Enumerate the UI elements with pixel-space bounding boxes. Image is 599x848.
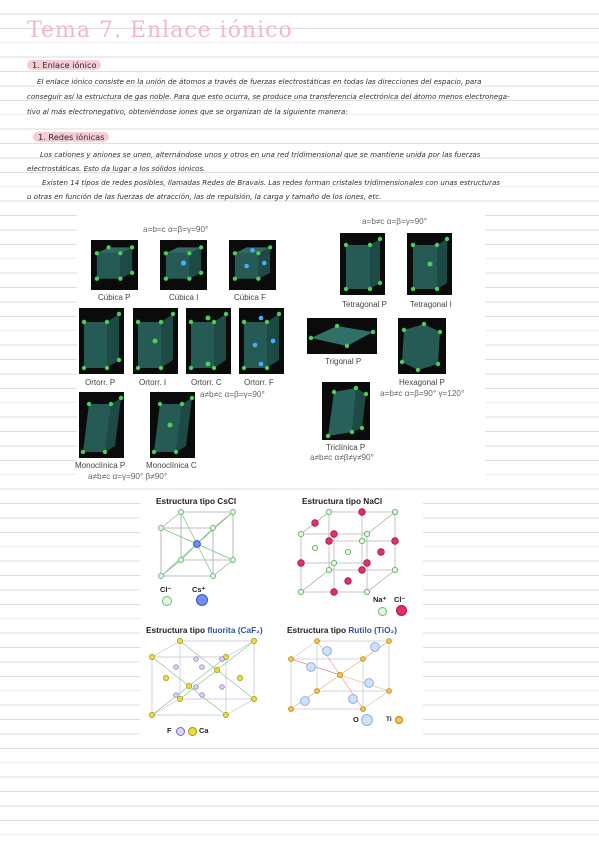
section2-line-3: Existen 14 tipos de redes posibles, llamadas Redes de Bravais. Las redes forman cristales tridimensionales con unas estructuras [42,178,501,187]
tetragonal-p-cell [340,233,385,295]
orthorhombic-params: a≠b≠c α=β=γ=90° [200,390,265,399]
rutilo-legend-ion1: O [353,715,359,724]
fluorita-legend-f-dot [176,727,185,736]
rutilo-lattice [285,637,395,713]
fluorita-lattice [146,637,261,719]
ortorr-i-cell [133,308,178,374]
cubica-i-cell [160,240,207,290]
fluorita-legend-ion2: Ca [199,726,209,735]
rutilo-legend-ion2: Ti [386,716,392,723]
cscl-title: Estructura tipo CsCl [156,496,237,506]
rutilo-title-name: Rutilo (TiO₂) [348,625,398,635]
section2-heading-text: 1. Redes iónicas [33,132,109,142]
rutilo-legend-o-dot [361,714,373,726]
fluorita-legend-ca-dot [188,727,197,736]
rutilo-title-prefix: Estructura tipo [287,625,349,635]
cscl-legend-cs-dot [196,594,208,606]
section2-line-4: u otras en función de las fuerzas de atracción, las de repulsión, la carga y tamaño de los iones, etc. [27,192,382,201]
cscl-legend-ion1: Cl⁻ [160,585,172,594]
trigonal-p-cell [307,318,377,354]
cubica-i-label: Cúbica I [169,293,199,302]
cscl-legend-cl-dot [162,596,172,606]
cubic-params: a=b=c α=β=γ=90° [143,225,209,234]
section2-line-2: electrostáticas. Esto da lugar a los sólidos iónicos. [27,164,206,173]
nacl-legend-ion1: Na⁺ [373,595,387,604]
fluorita-title-prefix: Estructura tipo [146,625,208,635]
ortorr-f-cell [239,308,284,374]
rutilo-title [287,625,397,635]
nacl-title: Estructura tipo NaCl [302,496,383,506]
cubica-f-cell [229,240,276,290]
cubica-p-cell [91,240,138,290]
tetragonal-i-label: Tetragonal I [410,300,452,309]
ortorr-p-label: Ortorr. P [85,378,116,387]
fluorita-title [146,625,263,635]
cubica-f-label: Cúbica F [234,293,267,302]
page-title: Tema 7. Enlace iónico [27,18,293,43]
monoclinica-p-cell [79,392,124,458]
ortorr-c-label: Ortorr. C [191,378,222,387]
ortorr-f-label: Ortorr. F [244,378,274,387]
section1-line-2: conseguir así la estructura de gas noble. Para que esto ocurra, se produce una transferencia electrónica del átomo menos electronega- [27,92,510,101]
nacl-legend-na-dot [378,607,387,616]
cscl-lattice [153,508,243,580]
triclinica-p-cell [322,382,370,440]
section2-heading [33,132,109,142]
section1-line-1: El enlace iónico consiste en la unión de átomos a través de fuerzas electrostáticas en todas las direcciones del espacio, para [37,77,482,86]
triclinic-params: a≠b≠c α≠β≠γ≠90° [310,453,374,462]
hexagonal-params: a=b≠c α=β=90° γ=120° [380,389,465,398]
nacl-lattice [293,508,405,596]
triclinica-p-label: Triclínica P [326,443,366,452]
monoclinic-params: a≠b≠c α=γ=90° β≠90° [88,472,168,481]
fluorita-legend-ion1: F [167,726,172,735]
section1-line-3: tivo al más electronegativo, obteniéndose iones que se organizan de la siguiente manera: [27,107,348,116]
tetragonal-i-cell [407,233,452,295]
tetragonal-p-label: Tetragonal P [342,300,387,309]
trigonal-p-label: Trigonal P [325,357,362,366]
monoclinica-p-label: Monoclínica P [75,461,126,470]
tetragonal-params: a=b≠c α=β=γ=90° [362,217,428,226]
ortorr-p-cell [79,308,124,374]
ortorr-i-label: Ortorr. I [139,378,167,387]
nacl-legend-cl-dot [396,605,407,616]
section1-heading [27,60,101,70]
cubica-p-label: Cúbica P [98,293,131,302]
ortorr-c-cell [186,308,231,374]
section1-heading-text: 1. Enlace iónico [27,60,101,70]
nacl-legend-ion2: Cl⁻ [394,595,406,604]
monoclinica-c-label: Monoclínica C [146,461,197,470]
hexagonal-p-cell [398,318,446,374]
hexagonal-p-label: Hexagonal P [399,378,445,387]
fluorita-title-name: fluorita (CaF₂) [207,625,263,635]
section2-line-1: Los cationes y aniones se unen, alternándose unos y otros en una red tridimensional que se mantiene unida por las fuerzas [40,150,481,159]
cscl-legend-ion2: Cs⁺ [192,585,206,594]
rutilo-legend-ti-dot [395,716,403,724]
monoclinica-c-cell [150,392,195,458]
